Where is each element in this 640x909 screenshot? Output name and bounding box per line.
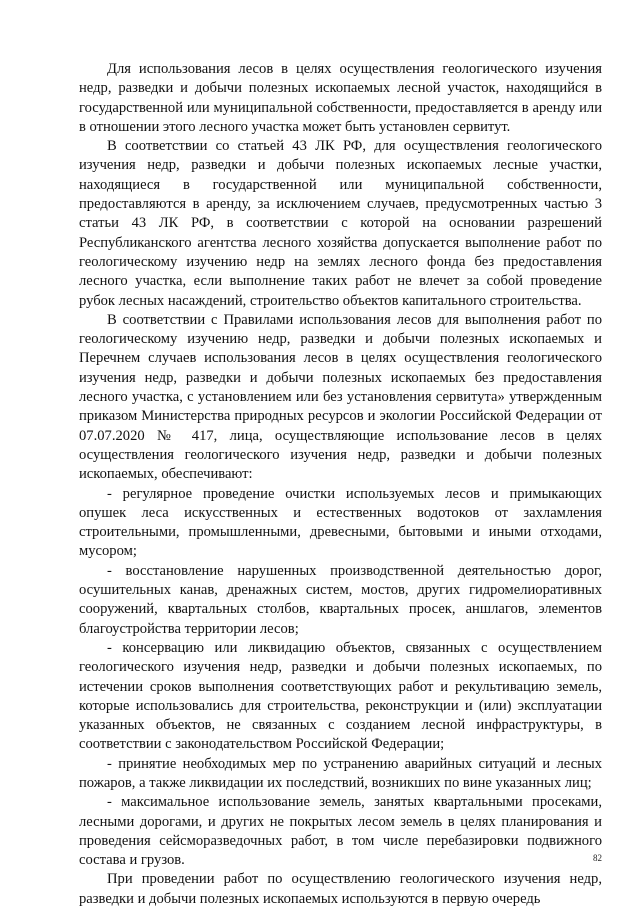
list-item-land-use: - максимальное использование земель, занятых квартальными просеками, лесными дорогами, и других не покрытых лесом земель в целях планирования и проведения сейсморазведочных работ, в том числе перебазировки подвижного состава и грузов.	[79, 794, 602, 869]
list-item-restoration: - восстановление нарушенных производственной деятельностью дорог, осушительных канав, дренажных систем, мостов, других гидромелиоративных сооружений, квартальных столбов, квартальных просек, аншлагов, элементов благоустройства территории лесов;	[79, 562, 602, 637]
document-body	[79, 60, 602, 909]
page-number: 82	[593, 853, 602, 863]
paragraph-lease-or-servitude: Для использования лесов в целях осуществления геологического изучения недр, разведки и добычи полезных ископаемых лесной участок, находящийся в государственной или муниципальной собственности, предоставляется в аренду или в отношении этого лесного участка может быть установлен сервитут.	[79, 61, 602, 135]
list-item-conservation: - консервацию или ликвидацию объектов, связанных с осуществлением геологического изучения недр, разведки и добычи полезных ископаемых, по истечении сроков выполнения соответствующих работ и рекультивацию земель, которые использовались для строительства, реконструкции и (или) эксплуатации указанных объектов, не связанных с созданием лесной инфраструктуры, в соответствии с законодательством Российской Федерации;	[79, 639, 602, 753]
paragraph-works-priority: При проведении работ по осуществлению геологического изучения недр, разведки и добычи полезных ископаемых используются в первую очередь	[79, 871, 602, 907]
paragraph-rules-order-417: В соответствии с Правилами использования лесов для выполнения работ по геологическому изучению недр, разведки и добычи полезных ископаемых и Перечнем случаев использования лесов в целях осуществления геологического изучения недр, разведки и добычи полезных ископаемых без предоставления лесного участка, с установлением или без установления сервитута» утвержденным приказом Министерства природных ресурсов и экологии Российской Федерации от 07.07.2020 № 417, лица, осуществляющие использование лесов в целях осуществления геологического изучения недр, разведки и добычи полезных ископаемых, обеспечивают:	[79, 311, 602, 483]
list-item-emergency-measures: - принятие необходимых мер по устранению аварийных ситуаций и лесных пожаров, а также ликвидации их последствий, возникших по вине указанных лиц;	[79, 755, 602, 791]
paragraph-article-43: В соответствии со статьей 43 ЛК РФ, для осуществления геологического изучения недр, разведки и добычи полезных ископаемых лесные участки, находящиеся в государственной или муниципальной собственности, предоставляются в аренду, за исключением случаев, предусмотренных частью 3 статьи 43 ЛК РФ, в соответствии с которой на основании разрешений Республиканского агентства лесного хозяйства допускается выполнение работ по геологическому изучению недр на землях лесного фонда без предоставления лесного участка, если выполнение таких работ не влечет за собой проведение рубок лесных насаждений, строительство объектов капитального строительства.	[79, 138, 602, 309]
list-item-cleaning: - регулярное проведение очистки используемых лесов и примыкающих опушек леса искусственных и естественных водотоков от захламления строительными, промышленными, древесными, бытовыми и иными отходами, мусором;	[79, 485, 602, 560]
